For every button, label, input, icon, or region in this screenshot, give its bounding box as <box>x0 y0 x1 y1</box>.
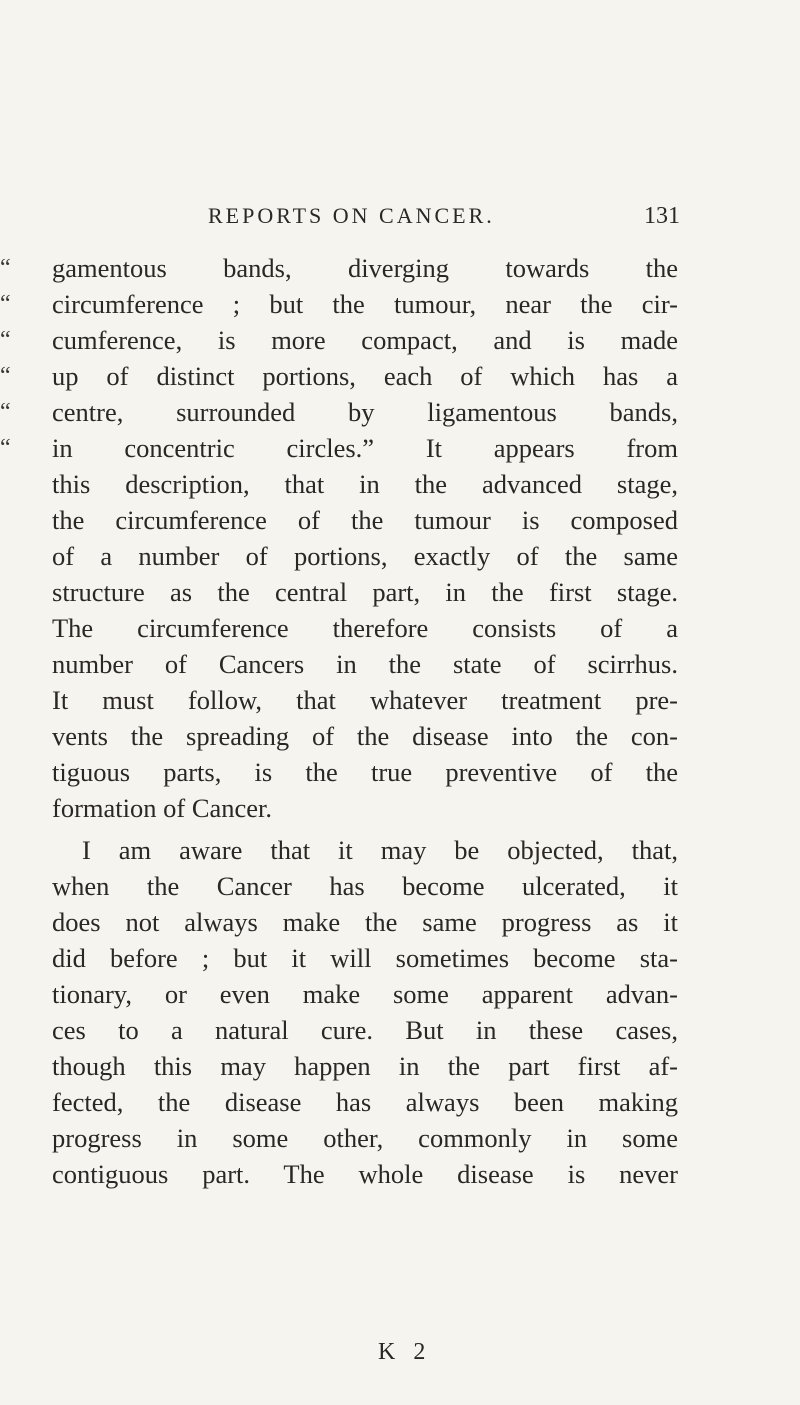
page-number: 131 <box>644 203 680 229</box>
line-text: when the Cancer has become ulcerated, it <box>52 871 678 901</box>
quotation-mark: “ <box>0 363 11 389</box>
line-text: this description, that in the advanced stage, <box>52 469 678 499</box>
line-text: does not always make the same progress as it <box>52 907 678 937</box>
line-text: structure as the central part, in the first stage. <box>52 577 678 607</box>
line-text: cumference, is more compact, and is made <box>52 325 678 355</box>
text-line <box>52 1048 678 1084</box>
running-head <box>208 200 680 232</box>
line-text: gamentous bands, diverging towards the <box>52 253 678 283</box>
text-line <box>52 1156 678 1192</box>
text-line <box>52 682 678 718</box>
line-text: progress in some other, commonly in some <box>52 1123 678 1153</box>
line-text: tiguous parts, is the true preventive of the <box>52 757 678 787</box>
line-text: It must follow, that whatever treatment pre- <box>52 685 678 715</box>
line-text: contiguous part. The whole disease is never <box>52 1159 678 1189</box>
text-line <box>0 358 678 394</box>
line-text: in concentric circles.” It appears from <box>52 433 678 463</box>
text-line <box>52 646 678 682</box>
text-line <box>0 286 678 322</box>
text-line <box>52 538 678 574</box>
quotation-mark: “ <box>0 435 11 461</box>
text-line <box>52 868 678 904</box>
running-title: REPORTS ON CANCER. <box>208 203 495 228</box>
text-line <box>52 718 678 754</box>
text-line <box>52 940 678 976</box>
text-line <box>52 574 678 610</box>
line-text: ces to a natural cure. But in these cases, <box>52 1015 678 1045</box>
line-text: number of Cancers in the state of scirrhus. <box>52 649 678 679</box>
paragraph-2 <box>52 832 678 1192</box>
quotation-mark: “ <box>0 399 11 425</box>
line-text: though this may happen in the part first af- <box>52 1051 678 1081</box>
text-line <box>52 790 678 826</box>
text-line <box>0 322 678 358</box>
text-line <box>52 1120 678 1156</box>
line-text: The circumference therefore consists of a <box>52 613 678 643</box>
line-text: the circumference of the tumour is composed <box>52 505 678 535</box>
line-text: centre, surrounded by ligamentous bands, <box>52 397 678 427</box>
text-line <box>52 502 678 538</box>
line-text: fected, the disease has always been making <box>52 1087 678 1117</box>
quotation-mark: “ <box>0 255 11 281</box>
text-line <box>52 754 678 790</box>
paragraph-1 <box>0 250 678 826</box>
line-text: I am aware that it may be objected, that, <box>82 835 678 865</box>
text-line <box>52 466 678 502</box>
text-line <box>52 1012 678 1048</box>
line-text: tionary, or even make some apparent advan- <box>52 979 678 1009</box>
text-line <box>52 1084 678 1120</box>
text-line <box>52 610 678 646</box>
signature-mark: K 2 <box>378 1339 432 1365</box>
text-line <box>52 904 678 940</box>
line-text: of a number of portions, exactly of the same <box>52 541 678 571</box>
line-text: circumference ; but the tumour, near the cir- <box>52 289 678 319</box>
text-line <box>0 394 678 430</box>
quotation-mark: “ <box>0 291 11 317</box>
line-text: did before ; but it will sometimes become sta- <box>52 943 678 973</box>
text-line <box>0 430 678 466</box>
text-line <box>0 250 678 286</box>
text-line <box>52 832 678 868</box>
quotation-mark: “ <box>0 327 11 353</box>
text-line <box>52 976 678 1012</box>
line-text: up of distinct portions, each of which has a <box>52 361 678 391</box>
line-text: formation of Cancer. <box>52 793 273 823</box>
line-text: vents the spreading of the disease into the con- <box>52 721 678 751</box>
